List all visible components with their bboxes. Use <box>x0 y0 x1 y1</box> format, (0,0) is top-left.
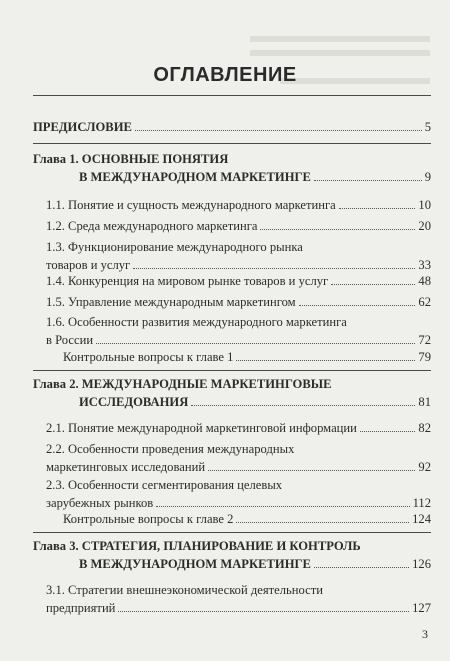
entry-page: 48 <box>418 274 431 288</box>
toc-entry-section: 1.4. Конкуренция на мировом рынке товаров и услуг 48 <box>46 274 431 288</box>
entry-page: 62 <box>418 295 431 309</box>
dot-leader <box>314 567 409 568</box>
entry-page: 126 <box>412 557 431 571</box>
toc-entry-preface <box>33 118 431 136</box>
section-rule <box>33 370 431 371</box>
chapter-title-line: Глава 2. МЕЖДУНАРОДНЫЕ МАРКЕТИНГОВЫЕ <box>33 377 332 391</box>
toc-entry-review: Контрольные вопросы к главе 2 124 <box>63 512 431 526</box>
bleed-through-mark <box>250 36 430 42</box>
toc-entry-review: Контрольные вопросы к главе 1 79 <box>63 350 431 364</box>
entry-page: 124 <box>412 512 431 526</box>
chapter-title-line: В МЕЖДУНАРОДНОМ МАРКЕТИНГЕ <box>79 557 311 571</box>
dot-leader <box>133 268 415 269</box>
dot-leader <box>118 611 409 612</box>
toc-entry-section: 1.1. Понятие и сущность международного маркетинга 10 <box>46 198 431 212</box>
chapter-title-line: Глава 1. ОСНОВНЫЕ ПОНЯТИЯ <box>33 152 229 166</box>
entry-page: 79 <box>418 350 431 364</box>
dot-leader <box>96 343 415 344</box>
entry-page: 81 <box>418 395 431 409</box>
toc-entry-section: 2.1. Понятие международной маркетинговой информации 82 <box>46 421 431 435</box>
chapter-title-line: В МЕЖДУНАРОДНОМ МАРКЕТИНГЕ <box>79 170 311 184</box>
section-rule <box>33 532 431 533</box>
dot-leader <box>339 208 416 209</box>
entry-title: ПРЕДИСЛОВИЕ <box>33 120 132 134</box>
entry-page: 82 <box>418 421 431 435</box>
dot-leader <box>299 305 416 306</box>
toc-entry-section: 3.1. Стратегии внешнеэкономической деятельности предприятий 127 <box>46 583 431 615</box>
toc-entry-section: 2.2. Особенности проведения международных маркетинговых исследований 92 <box>46 442 431 474</box>
section-rule <box>33 143 431 144</box>
dot-leader <box>236 360 415 361</box>
dot-leader <box>331 284 415 285</box>
entry-page: 92 <box>418 460 431 474</box>
dot-leader <box>135 130 422 131</box>
entry-page: 9 <box>424 170 431 184</box>
entry-page: 33 <box>418 258 431 272</box>
entry-page: 10 <box>418 198 431 212</box>
toc-entry-section: 1.6. Особенности развития международного маркетинга в России 72 <box>46 315 431 347</box>
toc-entry-section: 1.5. Управление международным маркетингом 62 <box>46 295 431 309</box>
toc-entry-section: 1.2. Среда международного маркетинга 20 <box>46 219 431 233</box>
toc-entry-section: 2.3. Особенности сегментирования целевых зарубежных рынков 112 <box>46 478 431 510</box>
toc-entry-section: 1.3. Функционирование международного рынка товаров и услуг 33 <box>46 240 431 272</box>
toc-heading: ОГЛАВЛЕНИЕ <box>153 64 297 86</box>
entry-page: 20 <box>418 219 431 233</box>
dot-leader <box>360 431 416 432</box>
entry-page: 112 <box>412 496 431 510</box>
entry-page: 5 <box>424 120 431 134</box>
chapter-title-line: Глава 3. СТРАТЕГИЯ, ПЛАНИРОВАНИЕ И КОНТРОЛЬ <box>33 539 361 553</box>
dot-leader <box>260 229 415 230</box>
dot-leader <box>208 470 415 471</box>
entry-page: 72 <box>418 333 431 347</box>
toc-entry-chapter <box>33 375 431 411</box>
chapter-title-line: ИССЛЕДОВАНИЯ <box>79 395 189 409</box>
top-rule <box>33 95 431 96</box>
dot-leader <box>191 405 415 406</box>
bleed-through-mark <box>250 50 430 56</box>
toc-entry-chapter <box>33 150 431 186</box>
page-number: 3 <box>422 627 428 641</box>
entry-page: 127 <box>412 601 431 615</box>
dot-leader <box>314 180 422 181</box>
toc-entry-chapter <box>33 537 431 573</box>
dot-leader <box>236 522 409 523</box>
dot-leader <box>156 506 409 507</box>
